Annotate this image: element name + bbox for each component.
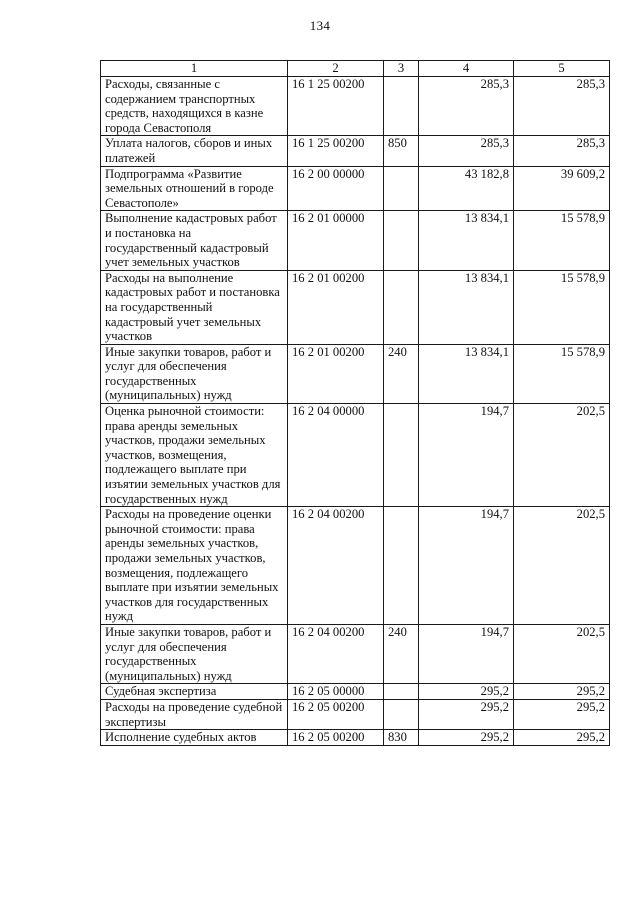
row-name: Расходы на проведение судебной экспертизы	[101, 699, 288, 729]
row-amount-col5: 15 578,9	[514, 270, 610, 344]
table-row	[101, 507, 610, 625]
table-row	[101, 344, 610, 403]
row-amount-col4: 194,7	[419, 507, 514, 625]
row-name: Иные закупки товаров, работ и услуг для обеспечения государственных (муниципальных) нужд	[101, 624, 288, 683]
column-header-1: 1	[101, 61, 288, 77]
row-name: Расходы на проведение оценки рыночной стоимости: права аренды земельных участков, продажи земельных участков, возмещения, подлежащего выплате при изъятии земельных участков для государственных нужд	[101, 507, 288, 625]
table-row	[101, 77, 610, 136]
row-code: 16 2 05 00200	[288, 699, 384, 729]
row-expense-type: 850	[384, 136, 419, 166]
row-amount-col4: 295,2	[419, 684, 514, 700]
table-row	[101, 699, 610, 729]
budget-table	[100, 60, 610, 746]
row-expense-type: 830	[384, 730, 419, 746]
row-amount-col5: 285,3	[514, 136, 610, 166]
row-code: 16 2 05 00200	[288, 730, 384, 746]
table-row	[101, 730, 610, 746]
row-code: 16 2 01 00200	[288, 270, 384, 344]
row-expense-type	[384, 211, 419, 270]
row-amount-col5: 295,2	[514, 699, 610, 729]
row-code: 16 2 04 00200	[288, 507, 384, 625]
row-name: Выполнение кадастровых работ и постановка на государственный кадастровый учет земельных участков	[101, 211, 288, 270]
row-amount-col5: 285,3	[514, 77, 610, 136]
row-amount-col4: 43 182,8	[419, 166, 514, 211]
row-name: Исполнение судебных актов	[101, 730, 288, 746]
row-expense-type	[384, 699, 419, 729]
row-amount-col5: 202,5	[514, 624, 610, 683]
row-name: Подпрограмма «Развитие земельных отношений в городе Севастополе»	[101, 166, 288, 211]
row-expense-type: 240	[384, 624, 419, 683]
row-amount-col4: 295,2	[419, 699, 514, 729]
row-amount-col5: 202,5	[514, 404, 610, 507]
table-row	[101, 211, 610, 270]
table-header-row	[101, 61, 610, 77]
row-amount-col5: 15 578,9	[514, 344, 610, 403]
row-expense-type	[384, 404, 419, 507]
column-header-3: 3	[384, 61, 419, 77]
row-code: 16 2 00 00000	[288, 166, 384, 211]
table-row	[101, 684, 610, 700]
row-name: Оценка рыночной стоимости: права аренды земельных участков, продажи земельных участков, возмещения, подлежащего выплате при изъятии земельных участков для государственных нужд	[101, 404, 288, 507]
column-header-4: 4	[419, 61, 514, 77]
column-header-2: 2	[288, 61, 384, 77]
row-expense-type	[384, 270, 419, 344]
row-name: Уплата налогов, сборов и иных платежей	[101, 136, 288, 166]
table-row	[101, 404, 610, 507]
row-amount-col4: 295,2	[419, 730, 514, 746]
row-amount-col5: 295,2	[514, 730, 610, 746]
row-code: 16 2 05 00000	[288, 684, 384, 700]
row-expense-type	[384, 507, 419, 625]
row-expense-type	[384, 166, 419, 211]
row-expense-type: 240	[384, 344, 419, 403]
row-amount-col4: 285,3	[419, 136, 514, 166]
row-amount-col5: 39 609,2	[514, 166, 610, 211]
table-row	[101, 270, 610, 344]
row-amount-col4: 194,7	[419, 404, 514, 507]
row-code: 16 2 01 00200	[288, 344, 384, 403]
row-amount-col4: 13 834,1	[419, 270, 514, 344]
row-amount-col5: 202,5	[514, 507, 610, 625]
row-amount-col4: 13 834,1	[419, 344, 514, 403]
row-name: Судебная экспертиза	[101, 684, 288, 700]
table-row	[101, 136, 610, 166]
row-name: Расходы на выполнение кадастровых работ и постановка на государственный кадастровый учет земельных участков	[101, 270, 288, 344]
row-amount-col4: 13 834,1	[419, 211, 514, 270]
row-name: Расходы, связанные с содержанием транспортных средств, находящихся в казне города Севастополя	[101, 77, 288, 136]
row-amount-col5: 15 578,9	[514, 211, 610, 270]
row-expense-type	[384, 77, 419, 136]
row-expense-type	[384, 684, 419, 700]
page-number: 134	[309, 18, 331, 33]
row-amount-col4: 285,3	[419, 77, 514, 136]
row-name: Иные закупки товаров, работ и услуг для обеспечения государственных (муниципальных) нужд	[101, 344, 288, 403]
row-code: 16 2 04 00200	[288, 624, 384, 683]
row-code: 16 1 25 00200	[288, 136, 384, 166]
row-amount-col4: 194,7	[419, 624, 514, 683]
row-code: 16 2 01 00000	[288, 211, 384, 270]
row-code: 16 2 04 00000	[288, 404, 384, 507]
row-amount-col5: 295,2	[514, 684, 610, 700]
table-row	[101, 624, 610, 683]
column-header-5: 5	[514, 61, 610, 77]
row-code: 16 1 25 00200	[288, 77, 384, 136]
table-row	[101, 166, 610, 211]
